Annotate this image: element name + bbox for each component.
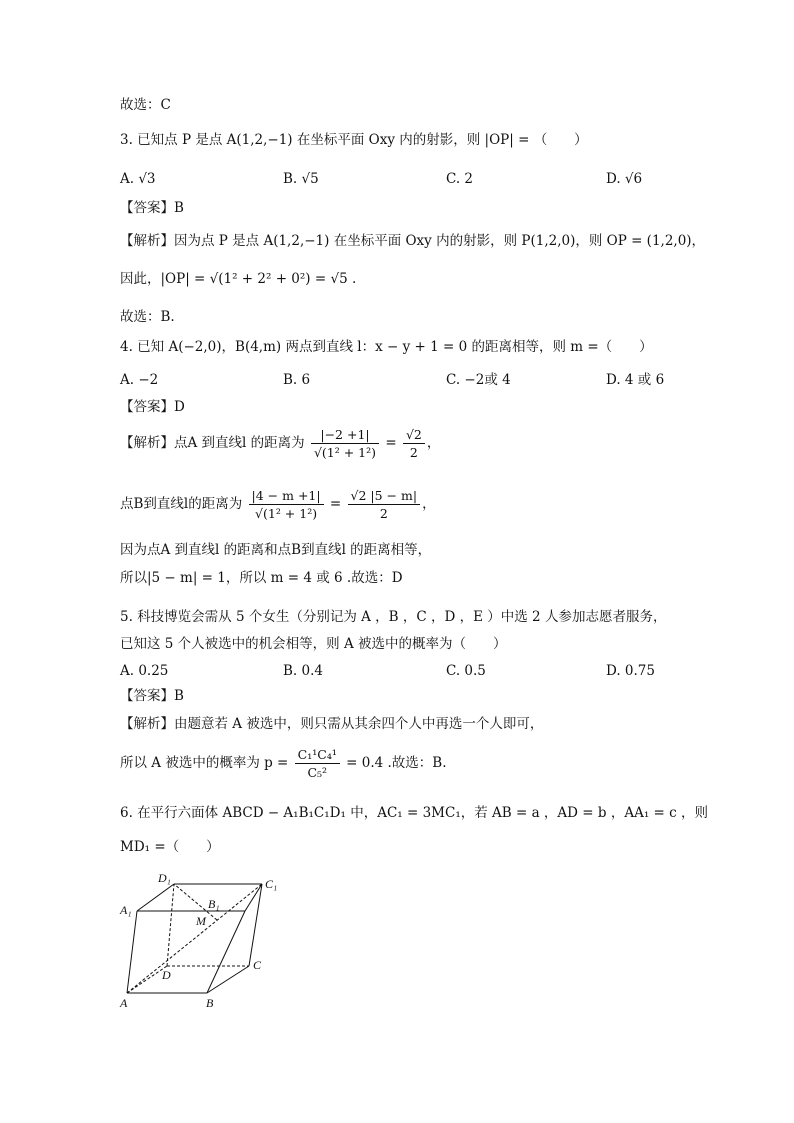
q5-analysis-2-numerator: C₁¹C₄¹ [295, 746, 340, 764]
parallelepiped-figure [112, 868, 302, 1018]
q5-analysis-2-pre: 所以 A 被选中的概率为 p = [120, 755, 289, 771]
q4-analysis-1-result [403, 426, 425, 461]
q4-analysis-2-result-num: √2 |5 − m| [348, 487, 421, 505]
q5-option-c: C. 0.5 [446, 663, 486, 679]
q4-analysis-2-denominator: √(1² + 1²) [255, 506, 318, 521]
q3-analysis-1: 【解析】因为点 P 是点 A(1,2,−1) 在坐标平面 Oxy 内的射影，则 P(1,2,0)，则 OP = (1,2,0)， [120, 233, 706, 249]
edge-a-a1 [127, 911, 137, 993]
hidden-edge-d-d1 [167, 884, 174, 966]
q3-option-b: B. √5 [283, 171, 319, 187]
q5-stem-1: 5. 科技博览会需从 5 个女生（分别记为 A ，B ，C ，D ，E ）中选 2 人参加志愿者服务， [120, 609, 667, 625]
label-d1: D₁ [158, 871, 171, 885]
q4-option-d: D. 4 或 6 [606, 372, 665, 388]
q4-option-a: A. −2 [120, 372, 159, 388]
q5-option-d: D. 0.75 [606, 663, 655, 679]
q4-option-c: C. −2或 4 [446, 372, 511, 388]
q2-answer-line: 故选：C [120, 97, 171, 113]
q4-analysis-1-fraction [311, 426, 379, 461]
q5-analysis-2-post: = 0.4 .故选：B. [346, 755, 447, 771]
q4-analysis-1-denominator: √(1² + 1²) [313, 445, 377, 460]
q5-analysis-2 [120, 746, 447, 781]
q4-analysis-1-equals: = [385, 435, 397, 451]
q4-analysis-1-result-num: √2 [403, 426, 425, 444]
q5-analysis-2-denominator: C₅² [307, 765, 328, 780]
label-d: D [162, 968, 171, 982]
q3-stem: 3. 已知点 P 是点 A(1,2,−1) 在坐标平面 Oxy 内的射影，则 |OP| = （ ） [120, 132, 588, 148]
q4-analysis-2-numerator: |4 − m +1| [249, 487, 324, 505]
q3-answer: 【答案】B [120, 200, 184, 216]
q4-analysis-2-result [348, 487, 421, 522]
label-c1: C₁ [265, 877, 278, 891]
q4-analysis-1-numerator: |−2 +1| [311, 426, 379, 444]
label-a: A [120, 996, 128, 1010]
label-a1: A₁ [120, 903, 132, 917]
q4-analysis-2-result-den: 2 [379, 506, 388, 521]
q4-analysis-2-fraction [249, 487, 324, 522]
label-c: C [253, 958, 262, 972]
q4-analysis-4: 所以|5 − m| = 1，所以 m = 4 或 6 .故选：D [120, 570, 403, 586]
label-b: B [206, 996, 214, 1010]
label-b1: B₁ [208, 897, 220, 911]
q3-option-a: A. √3 [120, 171, 156, 187]
q3-option-d: D. √6 [606, 171, 643, 187]
q5-analysis-2-fraction [295, 746, 340, 781]
q4-analysis-2-pre: 点B到直线l的距离为 [120, 496, 243, 512]
q5-analysis-1: 【解析】由题意若 A 被选中，则只需从其余四个人中再选一个人即可， [120, 716, 544, 732]
q4-analysis-1-result-den: 2 [409, 445, 418, 460]
q6-stem-1: 6. 在平行六面体 ABCD − A₁B₁C₁D₁ 中，AC₁ = 3MC₁，若 AB = a ，AD = b ，AA₁ = c ，则 [120, 805, 708, 821]
label-m: M [196, 914, 206, 928]
q5-option-a: A. 0.25 [120, 663, 169, 679]
q3-analysis-2: 因此，|OP| = √(1² + 2² + 0²) = √5 . [120, 271, 357, 287]
q4-analysis-1-pre: 【解析】点A 到直线l 的距离为 [120, 435, 305, 451]
hidden-edge-a-d [127, 966, 167, 993]
q6-stem-2: MD₁ =（ ） [120, 839, 220, 855]
q4-analysis-1: 【解析】点A 到直线l 的距离为 $\frac{|-2 +1|}{\text{√(1² + 1²)}}$ = $\frac{√2}{2}$ ， [120, 427, 441, 460]
q3-option-c: C. 2 [446, 171, 474, 187]
q4-analysis-3: 因为点A 到直线l 的距离和点B到直线l 的距离相等， [120, 542, 432, 558]
q4-option-b: B. 6 [283, 372, 311, 388]
q4-analysis-2-equals: = [329, 496, 342, 512]
q4-stem: 4. 已知 A(−2,0)，B(4,m) 两点到直线 l：x − y + 1 = 0 的距离相等，则 m =（ ） [120, 339, 653, 355]
q5-stem-2: 已知这 5 个人被选中的机会相等，则 A 被选中的概率为（ ） [120, 636, 507, 652]
q5-option-b: B. 0.4 [283, 663, 323, 679]
edge-c-c1 [249, 884, 262, 966]
diagonal-a-c1 [127, 884, 262, 993]
q4-answer: 【答案】D [120, 399, 185, 415]
q4-analysis-2: 点B到直线l的距离为 $\frac{|4 - m +1|}{\text{√(1² + 1²)}}$ = $\frac{√2 |5 - m|}{2}$ ， [120, 488, 436, 521]
q3-choice: 故选：B. [120, 309, 175, 325]
q5-answer: 【答案】B [120, 688, 184, 704]
edge-a1-d1 [137, 884, 174, 911]
